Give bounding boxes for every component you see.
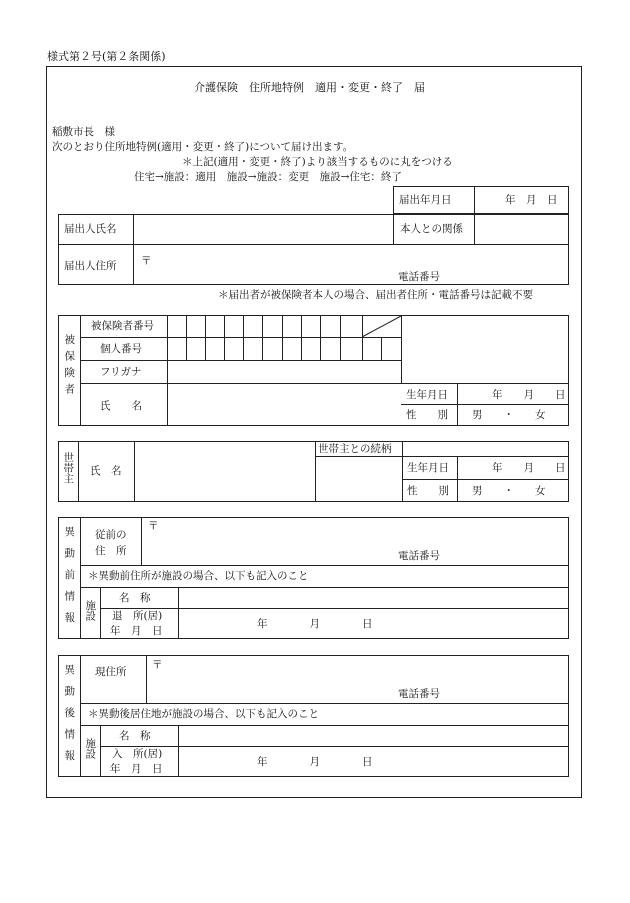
insured-number-label: 被保険者番号 xyxy=(91,320,154,332)
after-address-field[interactable] xyxy=(165,658,568,702)
insured-name-field[interactable] xyxy=(168,384,401,425)
instruction-note: ＊上記(適用・変更・終了)より該当するものに丸をつける xyxy=(182,156,453,168)
applicant-name-label: 届出人氏名 xyxy=(64,223,117,235)
before-exit-date-label-1: 退 所(居) xyxy=(112,610,163,622)
householder-relation-field[interactable] xyxy=(316,457,401,501)
before-facility-note: ＊異動前住所が施設の場合、以下も記入のこと xyxy=(88,570,309,582)
before-exit-date-field[interactable]: 年 月 日 xyxy=(257,618,373,630)
householder-sex-label: 性 別 xyxy=(407,485,449,497)
before-address-field[interactable] xyxy=(160,520,568,564)
furigana-field[interactable] xyxy=(168,361,401,382)
before-facility-label: 施設 xyxy=(84,600,97,621)
applicant-phone-label: 電話番号 xyxy=(398,271,440,283)
before-facility-name-field[interactable] xyxy=(179,588,568,607)
householder-birth-label: 生年月日 xyxy=(407,462,449,474)
before-group-label: 異動前情報 xyxy=(63,526,76,634)
applicant-relation-label: 本人との関係 xyxy=(400,223,463,235)
personal-number-field[interactable] xyxy=(168,338,401,359)
personal-number-label: 個人番号 xyxy=(100,343,142,355)
before-address-label-1: 従前の xyxy=(95,529,127,541)
cell-diagonal xyxy=(362,315,402,338)
transition-note: 住宅→施設：適用 施設→施設：変更 施設→住宅：終了 xyxy=(134,171,402,183)
after-facility-note: ＊異動後居住地が施設の場合、以下も記入のこと xyxy=(88,708,319,720)
submit-date-label: 届出年月日 xyxy=(399,194,452,206)
after-entry-date-field[interactable]: 年 月 日 xyxy=(257,756,373,768)
insured-sex-field[interactable]: 男 ・ 女 xyxy=(472,409,546,421)
householder-relation-label: 世帯主との続柄 xyxy=(318,443,392,455)
after-facility-name-field[interactable] xyxy=(179,726,568,745)
after-address-label: 現住所 xyxy=(95,666,127,678)
insured-birth-field[interactable]: 年 月 日 xyxy=(492,389,566,401)
after-postal-mark: 〒 xyxy=(152,659,163,671)
before-exit-date-label-2: 年 月 日 xyxy=(110,625,163,637)
before-phone-label: 電話番号 xyxy=(398,550,440,562)
before-postal-mark: 〒 xyxy=(148,520,159,532)
insured-name-label: 氏 名 xyxy=(100,400,142,412)
applicant-postal-mark: 〒 xyxy=(141,255,152,267)
after-facility-name-label: 名 称 xyxy=(119,730,151,742)
before-facility-name-label: 名 称 xyxy=(119,592,151,604)
householder-birth-field[interactable]: 年 月 日 xyxy=(492,462,566,474)
addressee: 稲敷市長 様 xyxy=(52,126,115,138)
applicant-note: ＊届出者が被保険者本人の場合、届出者住所・電話番号は記載不要 xyxy=(218,289,533,301)
householder-group-label: 世帯主 xyxy=(62,452,75,484)
householder-name-field[interactable] xyxy=(135,442,314,501)
applicant-relation-field[interactable] xyxy=(475,215,568,243)
form-number: 様式第２号(第２条関係) xyxy=(47,50,166,63)
intro-text: 次のとおり住所地特例(適用・変更・終了)について届け出ます。 xyxy=(52,141,354,153)
form-title: 介護保険 住所地特例 適用・変更・終了 届 xyxy=(194,81,425,94)
householder-name-label: 氏 名 xyxy=(90,465,122,477)
insured-group-label: 被保険者 xyxy=(63,334,76,400)
after-facility-label: 施設 xyxy=(84,738,97,759)
after-group-label: 異動後情報 xyxy=(63,664,76,772)
furigana-label: フリガナ xyxy=(100,366,142,378)
applicant-address-label: 届出人住所 xyxy=(64,260,117,272)
applicant-name-field[interactable] xyxy=(134,215,392,243)
applicant-address-field[interactable] xyxy=(154,246,394,283)
after-phone-label: 電話番号 xyxy=(398,688,440,700)
after-entry-date-label-1: 入 所(居) xyxy=(112,748,163,760)
before-address-label-2: 住 所 xyxy=(95,545,127,557)
after-entry-date-label-2: 年 月 日 xyxy=(110,763,163,775)
householder-sex-field[interactable]: 男 ・ 女 xyxy=(472,485,546,497)
insured-birth-label: 生年月日 xyxy=(406,389,448,401)
submit-date-field[interactable]: 年 月 日 xyxy=(505,194,558,206)
insured-sex-label: 性 別 xyxy=(406,409,448,421)
